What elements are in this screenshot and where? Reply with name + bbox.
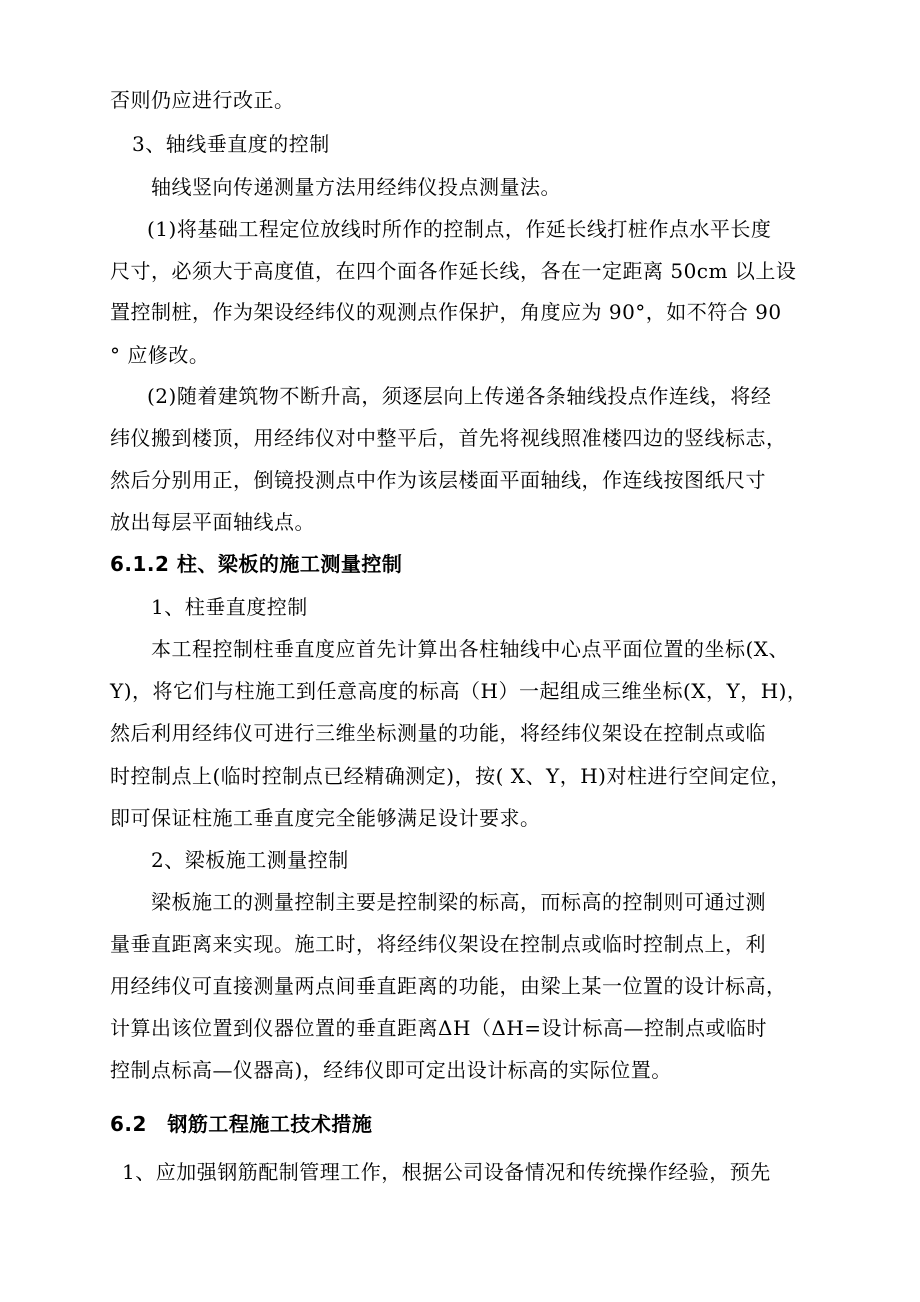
text-line: 置控制桩，作为架设经纬仪的观测点作保护，角度应为 90°，如不符合 90 — [110, 300, 782, 324]
text-line: 1、应加强钢筋配制管理工作，根据公司设备情况和传统操作经验，预先 — [122, 1160, 771, 1184]
text-line: (1)将基础工程定位放线时所作的控制点，作延长线打桩作点水平长度 — [147, 217, 772, 241]
section-heading: 6.2 钢筋工程施工技术措施 — [110, 1112, 373, 1136]
text-line: 1、柱垂直度控制 — [151, 595, 308, 619]
text-line: 量垂直距离来实现。施工时，将经纬仪架设在控制点或临时控制点上，利 — [110, 932, 766, 956]
text-line: 梁板施工的测量控制主要是控制梁的标高，而标高的控制则可通过测 — [151, 890, 766, 914]
text-line: Y)，将它们与柱施工到任意高度的标高（H）一起组成三维坐标(X，Y，H)， — [110, 679, 808, 703]
text-line: 轴线竖向传递测量方法用经纬仪投点测量法。 — [151, 175, 561, 199]
text-line: 用经纬仪可直接测量两点间垂直距离的功能，由梁上某一位置的设计标高， — [110, 974, 787, 998]
text-line: (2)随着建筑物不断升高，须逐层向上传递各条轴线投点作连线，将经 — [147, 384, 772, 408]
text-line: 本工程控制柱垂直度应首先计算出各柱轴线中心点平面位置的坐标(X、 — [151, 637, 790, 661]
text-line: 2、梁板施工测量控制 — [151, 848, 349, 872]
section-heading: 6.1.2 柱、梁板的施工测量控制 — [110, 552, 403, 576]
text-line: 时控制点上(临时控制点已经精确测定)，按( X、Y，H)对柱进行空间定位， — [110, 764, 791, 788]
text-line: 然后分别用正，倒镜投测点中作为该层楼面平面轴线，作连线按图纸尺寸 — [110, 468, 766, 492]
text-line: ° 应修改。 — [110, 343, 210, 367]
text-line: 控制点标高—仪器高)，经纬仪即可定出设计标高的实际位置。 — [110, 1058, 672, 1082]
text-line: 放出每层平面轴线点。 — [110, 510, 315, 534]
text-line: 否则仍应进行改正。 — [110, 88, 295, 112]
text-line: 3、轴线垂直度的控制 — [132, 132, 330, 156]
text-line: 即可保证柱施工垂直度完全能够满足设计要求。 — [110, 806, 541, 830]
text-line: 纬仪搬到楼顶，用经纬仪对中整平后，首先将视线照准楼四边的竖线标志， — [110, 426, 787, 450]
text-line: 然后利用经纬仪可进行三维坐标测量的功能，将经纬仪架设在控制点或临 — [110, 721, 766, 745]
text-line: 尺寸，必须大于高度值，在四个面各作延长线，各在一定距离 50cm 以上设 — [110, 259, 797, 283]
text-line: 计算出该位置到仪器位置的垂直距离ΔH（ΔH=设计标高—控制点或临时 — [110, 1016, 768, 1040]
